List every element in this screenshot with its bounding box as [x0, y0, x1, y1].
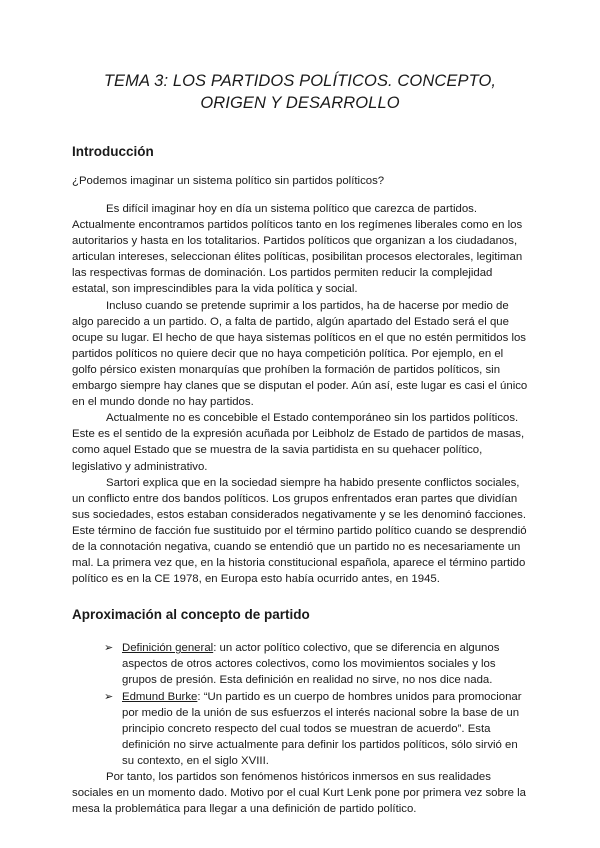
- intro-paragraph-3: Actualmente no es concebible el Estado contemporáneo sin los partidos políticos. Este es el sentido de la expresión acuñada por Leibholz de Estado de partidos de masas, como aquel Estado que se muestra de la savia partidista en su quehacer político, legislativo y administrativo.: [72, 412, 525, 473]
- definition-text: : “Un partido es un cuerpo de hombres unidos para promocionar por medio de la unión de sus esfuerzos el interés nacional sobre la base de un principio concreto respecto del cual todos se muestran de acuerdo”. Esta definición no sirve actualmente para definir los partidos políticos, sólo sirvió en su contexto, en el siglo XVIII.: [122, 690, 522, 767]
- arrow-bullet-icon: ➢: [104, 690, 114, 703]
- definition-term: Definición general: [122, 642, 214, 655]
- concept-heading: Aproximación al concepto de partido: [72, 607, 310, 623]
- list-item: [104, 640, 528, 688]
- document-title: TEMA 3: LOS PARTIDOS POLÍTICOS. CONCEPTO, ORIGEN Y DESARROLLO: [103, 72, 497, 112]
- arrow-bullet-icon: ➢: [104, 642, 114, 655]
- concept-closing-paragraph: Por tanto, los partidos son fenómenos históricos inmersos en sus realidades sociales en un momento dado. Motivo por el cual Kurt Lenk pone por primera vez sobre la mesa la problemática para llegar a una definición de partido político.: [72, 771, 526, 816]
- intro-paragraph-1: Es difícil imaginar hoy en día un sistema político que carezca de partidos. Actualmente encontramos partidos políticos tanto en los regímenes liberales como en los autoritarios y hasta en los totalitarios. Partidos políticos que organizan a los ciudadanos, articulan intereses, seleccionan élites políticas, posibilitan procesos electorales, legitiman las respectivas formas de dominación. Los partidos permiten reducir la complejidad estatal, son imprescindibles para la vida política y social.: [72, 203, 523, 296]
- intro-heading: Introducción: [72, 144, 154, 159]
- definition-text: : un actor político colectivo, que se diferencia en algunos aspectos de otros actores colectivos, como los movimientos sociales y los grupos de presión. Esta definición en realidad no sirve, no nos dice nada.: [122, 642, 500, 687]
- list-item: [104, 689, 528, 769]
- intro-question: ¿Podemos imaginar un sistema político sin partidos políticos?: [72, 175, 385, 187]
- definition-list: [72, 640, 528, 769]
- definition-term: Edmund Burke: [122, 690, 198, 703]
- intro-paragraph-4: Sartori explica que en la sociedad siempre ha habido presente conflictos sociales, un conflicto entre dos bandos políticos. Los grupos enfrentados eran partes que dividían sus sociedades, estos estaban considerados negativamente y se les denominó facciones. Este término de facción fue sustituido por el término partido político cuando se desprendió de la connotación negativa, cuando se entendió que un partido no es necesariamente un mal. La primera vez que, en la historia constitucional española, aparece el término partido político es en la CE 1978, en Europa esto había ocurrido antes, en 1945.: [72, 476, 527, 586]
- intro-paragraph-2: Incluso cuando se pretende suprimir a los partidos, ha de hacerse por medio de algo parecido a un partido. O, a falta de partido, algún apartado del Estado será el que ocupe su lugar. El hecho de que haya sistemas políticos en el que no estén permitidos los partidos políticos no quiere decir que no haya competición política. Por ejemplo, en el golfo pérsico existen monarquías que prohíben la formación de partidos políticos, sin embargo siempre hay clanes que se disputan el poder. Aún así, este lugar es casi el único en el mundo donde no hay partidos.: [72, 299, 528, 409]
